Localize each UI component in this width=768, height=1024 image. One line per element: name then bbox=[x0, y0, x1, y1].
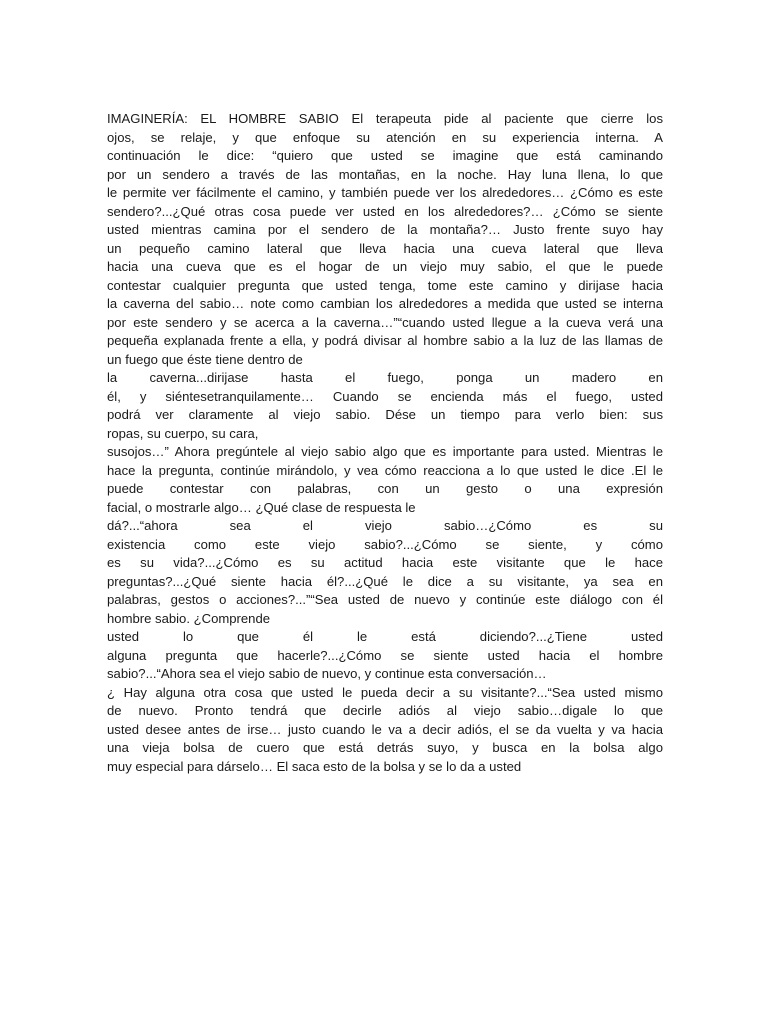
text-line: puede contestar con palabras, con un gesto o una expresión bbox=[107, 481, 663, 496]
text-line: usted mientras camina por el sendero de la montaña?… Justo frente suyo hay bbox=[107, 222, 663, 237]
text-line: de nuevo. Pronto tendrá que decirle adiós al viejo sabio…digale lo que bbox=[107, 703, 663, 718]
text-line: la caverna...dirijase hasta el fuego, ponga un madero en bbox=[107, 370, 663, 385]
text-line: ojos, se relaje, y que enfoque su atención en su experiencia interna. A bbox=[107, 129, 663, 145]
text-line: preguntas?...¿Qué siente hacia él?...¿Qué le dice a su visitante, ya sea en bbox=[107, 573, 663, 589]
text-line: él, y siéntesetranquilamente… Cuando se encienda más el fuego, usted bbox=[107, 388, 663, 404]
text-line: usted lo que él le está diciendo?...¿Tiene usted bbox=[107, 629, 663, 644]
text-line: la caverna del sabio… note como cambian los alrededores a medida que usted se interna bbox=[107, 296, 663, 311]
text-line: existencia como este viejo sabio?...¿Cómo se siente, y cómo bbox=[107, 536, 663, 552]
text-line: palabras, gestos o acciones?...”“Sea usted de nuevo y continúe este diálogo con él bbox=[107, 592, 663, 607]
text-line: por este sendero y se acerca a la caverna…”“cuando usted llegue a la cueva verá una bbox=[107, 314, 663, 330]
text-line: muy especial para dárselo… El saca esto de la bolsa y se lo da a usted bbox=[107, 758, 522, 774]
text-line: ropas, su cuerpo, su cara, bbox=[107, 425, 259, 441]
text-line: hace la pregunta, continúe mirándolo, y vea cómo reacciona a lo que usted le dice .El le bbox=[107, 462, 663, 478]
text-line: una vieja bolsa de cuero que está detrás suyo, y busca en la bolsa algo bbox=[107, 740, 663, 755]
text-line: alguna pregunta que hacerle?...¿Cómo se siente usted hacia el hombre bbox=[107, 647, 663, 663]
text-line: hombre sabio. ¿Comprende bbox=[107, 610, 271, 626]
text-line: por un sendero a través de las montañas, en la noche. Hay luna llena, lo que bbox=[107, 166, 663, 182]
text-line: pequeña explanada frente a ella, y podrá divisar al hombre sabio a la luz de las llamas de bbox=[107, 333, 663, 348]
text-line: podrá ver claramente al viejo sabio. Dése un tiempo para verlo bien: sus bbox=[107, 407, 663, 422]
text-line: le permite ver fácilmente el camino, y también puede ver los alrededores… ¿Cómo es este bbox=[107, 185, 663, 200]
text-line: usted desee antes de irse… justo cuando le va a decir adiós, el se da vuelta y va hacia bbox=[107, 721, 663, 737]
document-body bbox=[107, 110, 663, 776]
text-line: ¿ Hay alguna otra cosa que usted le pueda decir a su visitante?...“Sea usted mismo bbox=[107, 684, 663, 700]
text-line: sendero?...¿Qué otras cosa puede ver usted en los alrededores?… ¿Cómo se siente bbox=[107, 203, 663, 219]
text-line: contestar cualquier pregunta que usted tenga, tome este camino y dirijase hacia bbox=[107, 277, 663, 293]
text-line: susojos…” Ahora pregúntele al viejo sabio algo que es importante para usted. Mientras le bbox=[107, 444, 663, 459]
text-line: es su vida?...¿Cómo es su actitud hacia este visitante que le hace bbox=[107, 555, 663, 570]
text-line: un pequeño camino lateral que lleva hacia una cueva lateral que lleva bbox=[107, 240, 663, 256]
text-line: hacia una cueva que es el hogar de un viejo muy sabio, el que le puede bbox=[107, 259, 663, 274]
text-line: IMAGINERÍA: EL HOMBRE SABIO El terapeuta pide al paciente que cierre los bbox=[107, 111, 663, 126]
text-line: un fuego que éste tiene dentro de bbox=[107, 351, 303, 367]
text-line: dá?...“ahora sea el viejo sabio…¿Cómo es su bbox=[107, 518, 663, 533]
text-line: continuación le dice: “quiero que usted se imagine que está caminando bbox=[107, 148, 663, 163]
text-line: sabio?...“Ahora sea el viejo sabio de nuevo, y continue esta conversación… bbox=[107, 666, 547, 681]
text-line: facial, o mostrarle algo… ¿Qué clase de respuesta le bbox=[107, 499, 416, 515]
